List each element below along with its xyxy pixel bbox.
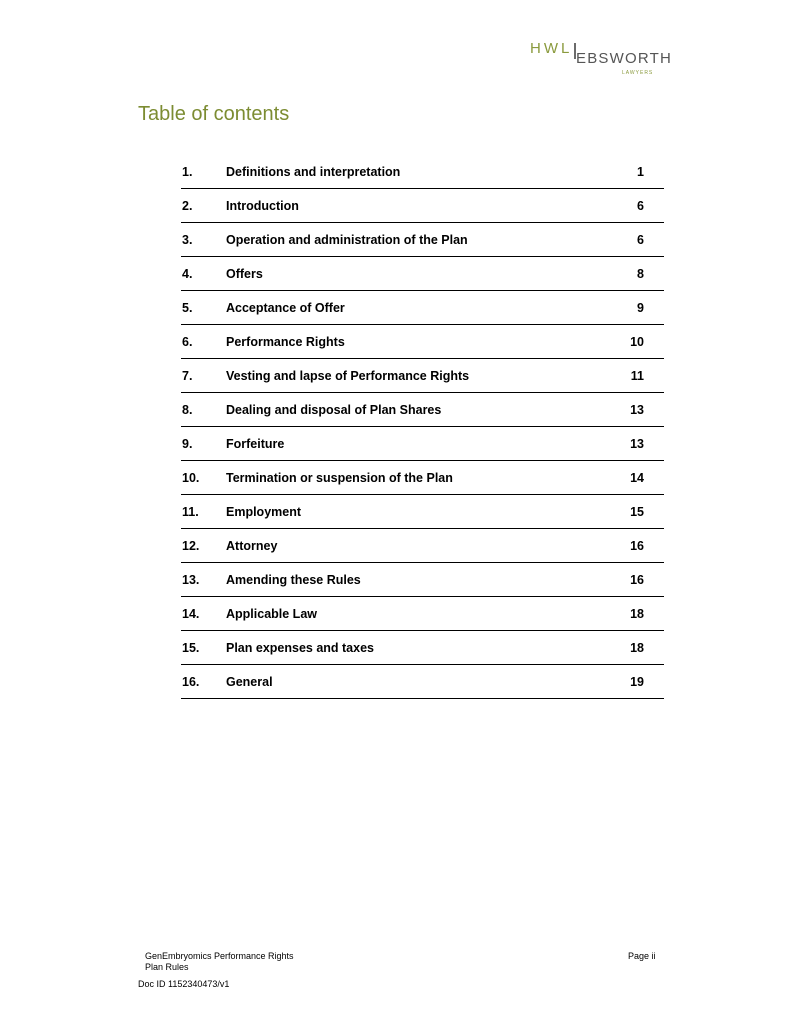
toc-entry-title: Vesting and lapse of Performance Rights (226, 369, 470, 383)
toc-entry-number: 7. (182, 369, 193, 383)
toc-entry-number: 1. (182, 165, 193, 179)
toc-entry-page: 10 (630, 335, 644, 349)
toc-entry[interactable] (181, 257, 664, 291)
toc-entry-page: 6 (637, 233, 644, 247)
toc-entry[interactable] (181, 529, 664, 563)
page-title: Table of contents (138, 103, 290, 125)
toc-entry-page: 18 (630, 607, 644, 621)
toc-entry[interactable] (181, 631, 664, 665)
toc-entry-number: 3. (182, 233, 193, 247)
toc-entry[interactable] (181, 665, 664, 699)
toc-entry-page: 14 (630, 471, 644, 485)
footer-doc-id: Doc ID 1152340473/v1 (138, 979, 230, 989)
toc-entry-title: General (226, 675, 273, 689)
toc-entry[interactable] (181, 597, 664, 631)
toc-entry-number: 6. (182, 335, 193, 349)
toc-entry[interactable] (181, 427, 664, 461)
toc-entry-title: Performance Rights (226, 335, 345, 349)
toc-entry-number: 12. (182, 539, 200, 553)
toc-entry[interactable] (181, 189, 664, 223)
logo-tagline: LAWYERS (622, 70, 654, 76)
toc-entry-page: 18 (630, 641, 644, 655)
logo-hwl-text: HWL (530, 40, 573, 57)
toc-entry-page: 6 (637, 199, 644, 213)
toc-entry-title: Operation and administration of the Plan (226, 233, 468, 247)
toc-entry-title: Plan expenses and taxes (226, 641, 374, 655)
toc-entry-number: 10. (182, 471, 200, 485)
toc-entry-page: 13 (630, 437, 644, 451)
toc-entry-page: 8 (637, 267, 644, 281)
toc-entry[interactable] (181, 325, 664, 359)
toc-entry[interactable] (181, 223, 664, 257)
toc-entry[interactable] (181, 495, 664, 529)
toc-entry-title: Forfeiture (226, 437, 285, 451)
footer-page-number: Page ii (628, 951, 656, 961)
toc-entry-number: 13. (182, 573, 200, 587)
toc-entry-title: Introduction (226, 199, 299, 213)
toc-entry-number: 2. (182, 199, 193, 213)
toc-entry-page: 16 (630, 573, 644, 587)
table-of-contents (181, 155, 664, 699)
toc-entry[interactable] (181, 461, 664, 495)
toc-entry-page: 9 (637, 301, 644, 315)
toc-entry-title: Acceptance of Offer (226, 301, 345, 315)
toc-entry-page: 1 (637, 165, 644, 179)
toc-entry-page: 15 (630, 505, 644, 519)
toc-entry-number: 8. (182, 403, 193, 417)
toc-entry[interactable] (181, 393, 664, 427)
toc-entry-number: 11. (182, 505, 199, 519)
toc-entry[interactable] (181, 359, 664, 393)
toc-entry-title: Amending these Rules (226, 573, 361, 587)
toc-entry-title: Definitions and interpretation (226, 165, 401, 179)
toc-entry-title: Offers (226, 267, 263, 281)
toc-entry-title: Employment (226, 505, 302, 519)
toc-entry-number: 9. (182, 437, 193, 451)
toc-entry[interactable] (181, 563, 664, 597)
toc-entry-number: 16. (182, 675, 200, 689)
toc-entry-number: 15. (182, 641, 200, 655)
toc-entry[interactable] (181, 155, 664, 189)
toc-entry-page: 19 (630, 675, 644, 689)
toc-entry-title: Dealing and disposal of Plan Shares (226, 403, 442, 417)
toc-entry-page: 16 (630, 539, 644, 553)
toc-entry-page: 13 (630, 403, 644, 417)
toc-entry[interactable] (181, 291, 664, 325)
company-logo (528, 40, 672, 80)
logo-ebsworth-text: EBSWORTH (576, 50, 672, 67)
toc-entry-title: Termination or suspension of the Plan (226, 471, 453, 485)
toc-entry-number: 14. (182, 607, 200, 621)
footer-document-title: GenEmbryomics Performance Rights Plan Rules (145, 951, 294, 972)
toc-entry-title: Applicable Law (226, 607, 317, 621)
toc-entry-number: 5. (182, 301, 193, 315)
toc-entry-title: Attorney (226, 539, 278, 553)
toc-entry-number: 4. (182, 267, 193, 281)
toc-entry-page: 11 (630, 369, 644, 383)
